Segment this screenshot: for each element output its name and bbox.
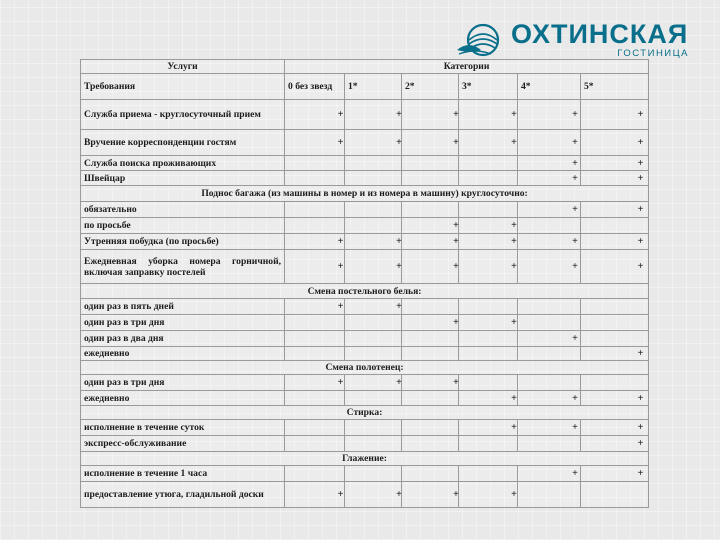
category-mark <box>345 482 402 508</box>
mark-value: + <box>396 377 402 388</box>
category-mark <box>518 420 581 436</box>
category-mark <box>285 391 345 406</box>
mark-value: + <box>511 422 517 433</box>
mark-value: + <box>572 157 578 169</box>
mark-value: + <box>637 438 644 449</box>
category-mark <box>402 202 459 218</box>
category-mark <box>518 218 581 234</box>
mark-value: + <box>453 137 459 148</box>
category-mark <box>459 100 518 130</box>
category-mark <box>459 331 518 347</box>
mark-value: + <box>511 392 517 404</box>
category-mark <box>402 234 459 250</box>
category-mark <box>518 156 581 171</box>
mark-value: + <box>637 348 644 359</box>
section-row <box>81 361 649 375</box>
category-mark <box>345 202 402 218</box>
category-mark <box>285 331 345 347</box>
category-mark <box>459 375 518 391</box>
category-mark <box>402 375 459 391</box>
category-mark <box>459 156 518 171</box>
mark-value: + <box>572 172 578 184</box>
category-mark <box>581 234 649 250</box>
mark-value: + <box>637 109 644 120</box>
section-label: Подноc багажа (из машины в номер и из номера в машину) круглосуточно: <box>81 186 649 202</box>
table-row <box>81 466 649 482</box>
mark-value: + <box>396 301 402 312</box>
category-mark <box>459 202 518 218</box>
category-mark <box>345 436 402 452</box>
mark-value: + <box>511 489 517 500</box>
category-mark <box>581 375 649 391</box>
section-row <box>81 186 649 202</box>
mark-value: + <box>637 468 644 479</box>
category-mark <box>581 202 649 218</box>
category-mark <box>285 420 345 436</box>
category-mark <box>459 218 518 234</box>
category-mark <box>345 315 402 331</box>
category-mark <box>285 299 345 315</box>
table-row <box>81 436 649 452</box>
mark-value: + <box>453 317 459 328</box>
category-mark <box>518 391 581 406</box>
category-mark <box>345 331 402 347</box>
mark-value: + <box>337 489 344 500</box>
category-header: 2* <box>402 74 459 100</box>
mark-value: + <box>396 489 402 500</box>
category-mark <box>518 482 581 508</box>
table-row <box>81 299 649 315</box>
category-mark <box>581 171 649 186</box>
category-mark <box>581 482 649 508</box>
mark-value: + <box>637 392 644 404</box>
category-mark <box>285 250 345 284</box>
category-mark <box>402 171 459 186</box>
category-mark <box>518 299 581 315</box>
table-row <box>81 100 649 130</box>
category-mark <box>345 347 402 361</box>
mark-value: + <box>637 157 644 169</box>
globe-ship-icon <box>455 20 505 58</box>
category-mark <box>285 482 345 508</box>
table-row <box>81 156 649 171</box>
mark-value: + <box>453 261 459 272</box>
mark-value: + <box>637 204 644 215</box>
category-mark <box>581 156 649 171</box>
category-mark <box>518 171 581 186</box>
table-row <box>81 375 649 391</box>
category-mark <box>345 250 402 284</box>
category-mark <box>402 299 459 315</box>
category-mark <box>285 218 345 234</box>
category-mark <box>285 436 345 452</box>
category-header: 4* <box>518 74 581 100</box>
category-mark <box>345 218 402 234</box>
category-mark <box>402 391 459 406</box>
category-mark <box>518 234 581 250</box>
mark-value: + <box>337 377 344 388</box>
requirement-label: исполнение в течение суток <box>81 420 285 436</box>
category-mark <box>402 436 459 452</box>
mark-value: + <box>637 236 644 247</box>
mark-value: + <box>453 220 459 231</box>
table-row <box>81 218 649 234</box>
category-mark <box>459 299 518 315</box>
mark-value: + <box>572 261 578 272</box>
category-mark <box>345 156 402 171</box>
requirement-label: один раз в два дня <box>81 331 285 347</box>
category-mark <box>459 171 518 186</box>
category-mark <box>459 234 518 250</box>
mark-value: + <box>572 422 578 433</box>
section-row <box>81 452 649 466</box>
category-mark <box>285 466 345 482</box>
category-mark <box>345 375 402 391</box>
category-mark <box>518 466 581 482</box>
category-mark <box>518 347 581 361</box>
requirement-label: экспресс-обслуживание <box>81 436 285 452</box>
mark-value: + <box>453 377 459 388</box>
category-header: 3* <box>459 74 518 100</box>
category-mark <box>459 250 518 284</box>
category-mark <box>518 436 581 452</box>
category-mark <box>285 315 345 331</box>
category-mark <box>459 315 518 331</box>
category-mark <box>581 100 649 130</box>
category-mark <box>581 218 649 234</box>
requirement-label: Швейцар <box>81 171 285 186</box>
category-mark <box>345 391 402 406</box>
mark-value: + <box>637 261 644 272</box>
category-mark <box>402 130 459 156</box>
category-mark <box>345 234 402 250</box>
category-mark <box>285 375 345 391</box>
requirement-label: исполнение в течение 1 часа <box>81 466 285 482</box>
requirement-label: Утренняя побудка (по просьбе) <box>81 234 285 250</box>
category-mark <box>285 130 345 156</box>
category-mark <box>581 299 649 315</box>
table-row <box>81 234 649 250</box>
category-mark <box>345 130 402 156</box>
table-row <box>81 420 649 436</box>
category-mark <box>459 436 518 452</box>
category-mark <box>518 202 581 218</box>
mark-value: + <box>337 236 344 247</box>
requirement-label: один раз в три дня <box>81 315 285 331</box>
section-label: Смена постельного белья: <box>81 284 649 299</box>
category-mark <box>581 331 649 347</box>
category-header: 1* <box>345 74 402 100</box>
mark-value: + <box>511 109 517 120</box>
mark-value: + <box>453 236 459 247</box>
header-categories: Категории <box>285 60 649 74</box>
section-label: Глажение: <box>81 452 649 466</box>
mark-value: + <box>337 261 344 272</box>
mark-value: + <box>637 172 644 184</box>
category-mark <box>581 436 649 452</box>
category-mark <box>459 347 518 361</box>
mark-value: + <box>511 236 517 247</box>
table-row <box>81 331 649 347</box>
category-mark <box>459 482 518 508</box>
category-mark <box>345 420 402 436</box>
category-header: 5* <box>581 74 649 100</box>
mark-value: + <box>572 109 578 120</box>
mark-value: + <box>637 137 644 148</box>
section-label: Стирка: <box>81 406 649 420</box>
services-table <box>80 59 649 508</box>
category-mark <box>518 375 581 391</box>
table-row <box>81 250 649 284</box>
mark-value: + <box>396 261 402 272</box>
requirement-label: один раз в пять дней <box>81 299 285 315</box>
category-mark <box>459 420 518 436</box>
table-row <box>81 482 649 508</box>
requirement-label: ежедневно <box>81 347 285 361</box>
mark-value: + <box>572 333 578 344</box>
mark-value: + <box>572 236 578 247</box>
requirement-label: Служба приема - круглосуточный прием <box>81 100 285 130</box>
category-mark <box>345 299 402 315</box>
category-mark <box>402 315 459 331</box>
mark-value: + <box>572 137 578 148</box>
requirement-label: один раз в три дня <box>81 375 285 391</box>
category-mark <box>402 420 459 436</box>
section-row <box>81 406 649 420</box>
category-mark <box>402 250 459 284</box>
mark-value: + <box>572 204 578 215</box>
category-mark <box>285 202 345 218</box>
category-mark <box>581 466 649 482</box>
category-mark <box>459 466 518 482</box>
mark-value: + <box>337 109 344 120</box>
logo-subtitle: ГОСТИНИЦА <box>617 48 689 59</box>
requirement-label: обязательно <box>81 202 285 218</box>
category-mark <box>402 331 459 347</box>
mark-value: + <box>572 468 578 479</box>
mark-value: + <box>511 137 517 148</box>
hotel-logo <box>455 18 695 60</box>
header-requirements: Требования <box>81 74 285 100</box>
mark-value: + <box>511 261 517 272</box>
mark-value: + <box>337 301 344 312</box>
mark-value: + <box>337 137 344 148</box>
requirement-label: ежедневно <box>81 391 285 406</box>
category-mark <box>285 234 345 250</box>
mark-value: + <box>511 317 517 328</box>
logo-name: ОХТИНСКАЯ <box>511 19 689 49</box>
requirement-label: предоставление утюга, гладильной доски <box>81 482 285 508</box>
category-mark <box>581 391 649 406</box>
category-mark <box>402 100 459 130</box>
requirement-label: Служба поиска проживающих <box>81 156 285 171</box>
category-mark <box>518 100 581 130</box>
category-mark <box>402 347 459 361</box>
mark-value: + <box>453 489 459 500</box>
requirement-label: Ежедневная уборка номера горничной, включая заправку постелей <box>81 250 285 284</box>
category-mark <box>402 482 459 508</box>
mark-value: + <box>453 109 459 120</box>
category-mark <box>581 250 649 284</box>
category-mark <box>518 250 581 284</box>
category-mark <box>581 347 649 361</box>
mark-value: + <box>396 109 402 120</box>
category-mark <box>345 171 402 186</box>
mark-value: + <box>511 220 517 231</box>
requirement-label: Вручение корреспонденции гостям <box>81 130 285 156</box>
requirement-label: по просьбе <box>81 218 285 234</box>
mark-value: + <box>572 392 578 404</box>
mark-value: + <box>396 137 402 148</box>
table-row <box>81 347 649 361</box>
category-mark <box>518 331 581 347</box>
mark-value: + <box>637 422 644 433</box>
category-mark <box>581 420 649 436</box>
table-row <box>81 202 649 218</box>
category-mark <box>402 218 459 234</box>
header-services: Услуги <box>81 60 285 74</box>
category-mark <box>285 347 345 361</box>
category-mark <box>459 391 518 406</box>
section-row <box>81 284 649 299</box>
category-mark <box>459 130 518 156</box>
category-mark <box>518 315 581 331</box>
category-mark <box>285 156 345 171</box>
category-mark <box>581 315 649 331</box>
category-mark <box>402 156 459 171</box>
table-row <box>81 315 649 331</box>
table-row <box>81 171 649 186</box>
category-mark <box>345 100 402 130</box>
category-header: 0 без звезд <box>285 74 345 100</box>
table-row <box>81 391 649 406</box>
category-mark <box>581 130 649 156</box>
table-row <box>81 130 649 156</box>
category-mark <box>285 171 345 186</box>
section-label: Смена полотенец: <box>81 361 649 375</box>
category-mark <box>518 130 581 156</box>
category-mark <box>285 100 345 130</box>
category-mark <box>402 466 459 482</box>
mark-value: + <box>396 236 402 247</box>
category-mark <box>345 466 402 482</box>
